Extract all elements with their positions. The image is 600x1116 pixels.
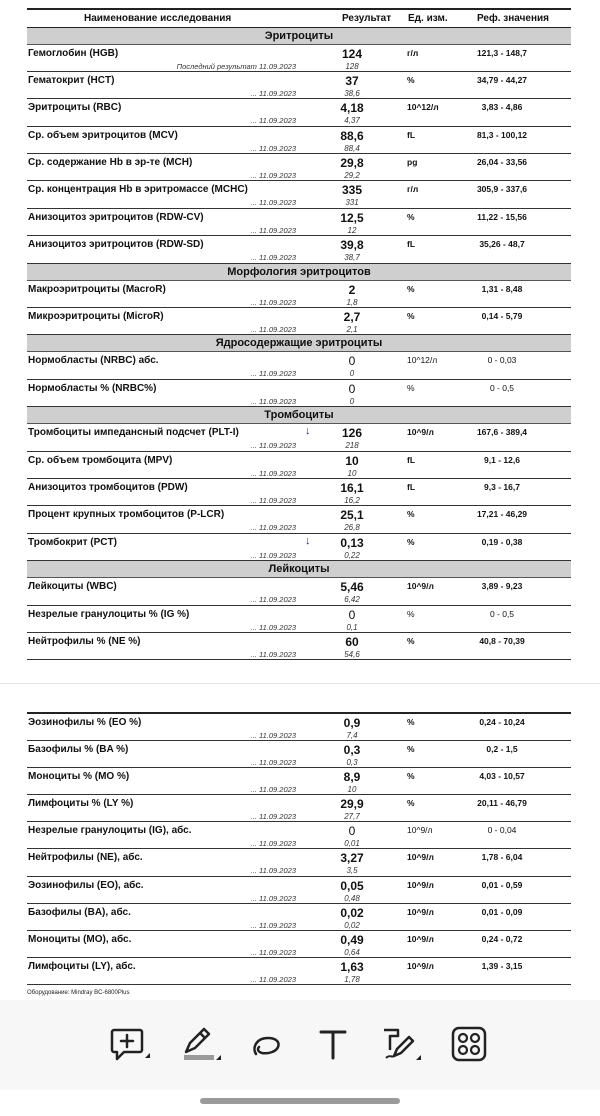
table-row <box>27 877 571 904</box>
test-name: Эозинофилы % (EO %) <box>28 716 142 728</box>
test-name: Тромбоциты импедансный подсчет (PLT-I) <box>28 427 239 439</box>
reference-range: 121,3 - 148,7 <box>476 47 528 58</box>
previous-result-value: 0,48 <box>344 893 360 903</box>
highlight-pen-button[interactable] <box>178 1022 222 1066</box>
unit-label: 10^9/л <box>407 581 434 592</box>
unit-label: fL <box>407 481 416 492</box>
table-row <box>27 931 571 958</box>
previous-result-value: 0,3 <box>346 757 358 767</box>
previous-result-date: ... 11.09.2023 <box>250 550 296 560</box>
reference-range: 1,39 - 3,15 <box>481 961 523 972</box>
unit-label: % <box>407 311 415 322</box>
previous-result-value: 10 <box>347 468 357 478</box>
previous-result-date: ... 11.09.2023 <box>250 253 296 263</box>
reference-range: 305,9 - 337,6 <box>476 184 528 195</box>
previous-result-value: 6,42 <box>344 595 360 605</box>
previous-result-value: 0,01 <box>344 839 360 849</box>
section-header: Ядросодержащие эритроциты <box>27 335 571 352</box>
previous-result-date: ... 11.09.2023 <box>250 595 296 605</box>
previous-result-date: ... 11.09.2023 <box>250 225 296 235</box>
result-value: 335 <box>341 183 363 198</box>
table-row <box>27 904 571 931</box>
previous-result-value: 4,37 <box>344 116 360 126</box>
unit-label: 10^12/л <box>407 355 438 366</box>
table-row <box>27 281 571 308</box>
results-table-1 <box>27 28 571 661</box>
add-comment-icon <box>108 1024 152 1064</box>
previous-result-date: ... 11.09.2023 <box>250 622 296 632</box>
previous-result-date: ... 11.09.2023 <box>250 784 296 794</box>
reference-range: 167,6 - 389,4 <box>476 427 528 438</box>
test-name: Незрелые гранулоциты % (IG %) <box>28 608 190 620</box>
previous-result-value: 12 <box>347 225 357 235</box>
previous-result-value: 54,6 <box>344 649 360 659</box>
section-header: Тромбоциты <box>27 407 571 424</box>
previous-result-date: ... 11.09.2023 <box>250 143 296 153</box>
unit-label: г/л <box>407 184 419 195</box>
section-header: Лейкоциты <box>27 561 571 578</box>
previous-result-value: 218 <box>345 441 359 451</box>
unit-label: fL <box>407 129 416 140</box>
test-name: Гемоглобин (HGB) <box>28 47 119 59</box>
table-row <box>27 741 571 768</box>
result-value: 39,8 <box>340 238 364 253</box>
table-row <box>27 236 571 263</box>
result-value: 16,1 <box>340 480 364 495</box>
table-row <box>27 633 571 660</box>
previous-result-value: 0 <box>349 369 355 379</box>
result-value: 88,6 <box>340 128 364 143</box>
previous-result-date: ... 11.09.2023 <box>250 730 296 740</box>
table-row <box>27 209 571 236</box>
result-value: 0,05 <box>340 878 364 893</box>
reference-range: 9,1 - 12,6 <box>484 454 520 465</box>
previous-result-value: 7,4 <box>346 730 358 740</box>
reference-range: 0,24 - 0,72 <box>481 934 523 944</box>
result-value: 2,7 <box>343 310 361 325</box>
previous-result-value: 27,7 <box>344 812 360 822</box>
previous-result-date: ... 11.09.2023 <box>250 948 296 957</box>
header-name: Наименование исследования <box>84 12 232 24</box>
test-name: Эозинофилы (EO), абс. <box>28 879 144 891</box>
unit-label: 10^9/л <box>407 906 434 917</box>
previous-result-date: ... 11.09.2023 <box>250 893 296 903</box>
unit-label: г/л <box>407 47 419 58</box>
previous-result-value: 3,5 <box>346 866 358 876</box>
result-value: 124 <box>341 46 363 61</box>
previous-result-value: 0,02 <box>344 920 360 930</box>
reference-range: 0,2 - 1,5 <box>486 743 518 754</box>
reference-range: 3,83 - 4,86 <box>481 102 523 113</box>
unit-label: 10^9/л <box>407 934 434 944</box>
test-name: Базофилы (BA), абс. <box>28 906 131 918</box>
previous-result-value: 88,4 <box>344 143 360 153</box>
table-header <box>27 10 571 28</box>
table-row <box>27 352 571 379</box>
previous-result-date: ... 11.09.2023 <box>250 325 296 335</box>
result-value: 0 <box>348 607 356 622</box>
test-name: Ср. концентрация Hb в эритромассе (MCHC) <box>28 184 248 196</box>
unit-label: % <box>407 211 415 222</box>
unit-label: pg <box>407 157 418 168</box>
unit-label: 10^9/л <box>407 427 434 438</box>
table-row <box>27 578 571 605</box>
table-row <box>27 424 571 451</box>
signature-button[interactable] <box>378 1022 422 1066</box>
test-name: Нейтрофилы % (NE %) <box>28 635 141 647</box>
result-value: 0,9 <box>343 715 361 730</box>
table-row <box>27 72 571 99</box>
test-name: Ср. содержание Hb в эр-те (MCH) <box>28 157 193 169</box>
reference-range: 1,78 - 6,04 <box>481 852 523 863</box>
result-value: 0,02 <box>340 905 364 920</box>
section-header: Эритроциты <box>27 28 571 45</box>
result-value: 37 <box>345 73 359 88</box>
test-name: Нормобласты (NRBC) абс. <box>28 355 159 367</box>
reference-range: 0 - 0,5 <box>489 382 515 393</box>
equipment-note: Оборудование: Mindray BC-6800Plus <box>27 990 130 997</box>
previous-result-value: 2,1 <box>346 325 358 335</box>
reference-range: 0,24 - 10,24 <box>479 716 525 727</box>
test-name: Анизоцитоз эритроцитов (RDW-SD) <box>28 239 204 251</box>
unit-label: 10^9/л <box>407 852 434 863</box>
table-row <box>27 768 571 795</box>
header-ref: Реф. значения <box>477 12 550 24</box>
result-value: 2 <box>348 282 356 297</box>
test-name: Тромбокрит (PCT) <box>28 536 117 548</box>
reference-range: 0 - 0,03 <box>487 355 517 366</box>
test-name: Нейтрофилы (NE), абс. <box>28 852 143 864</box>
reference-range: 1,31 - 8,48 <box>481 283 523 294</box>
test-name: Ср. объем тромбоцита (MPV) <box>28 454 173 466</box>
table-row <box>27 606 571 633</box>
previous-result-date: ... 11.09.2023 <box>250 441 296 451</box>
previous-result-date: ... 11.09.2023 <box>250 468 296 478</box>
test-name: Нормобласты % (NRBC%) <box>28 382 157 394</box>
table-row <box>27 181 571 208</box>
test-name: Моноциты (MO), абс. <box>28 934 132 945</box>
unit-label: % <box>407 635 415 646</box>
result-value: 8,9 <box>343 769 361 784</box>
result-value: 29,8 <box>340 156 364 171</box>
more-grid-icon <box>447 1024 491 1064</box>
table-row <box>27 99 571 126</box>
previous-result-date: ... 11.09.2023 <box>250 757 296 767</box>
table-row <box>27 308 571 335</box>
low-flag-arrow-icon: ↓ <box>305 534 311 547</box>
reference-range: 20,11 - 46,79 <box>477 798 527 809</box>
previous-result-date: ... 11.09.2023 <box>250 812 296 822</box>
table-row <box>27 795 571 822</box>
previous-result-date: ... 11.09.2023 <box>250 975 296 985</box>
previous-result-value: 0,1 <box>346 622 358 632</box>
previous-result-date: ... 11.09.2023 <box>250 866 296 876</box>
table-row <box>27 45 571 72</box>
lasso-icon <box>244 1024 288 1064</box>
reference-range: 0 - 0,5 <box>489 608 515 619</box>
reference-range: 0,19 - 0,38 <box>481 536 523 547</box>
result-value: 0 <box>348 354 356 369</box>
test-name: Ср. объем эритроцитов (MCV) <box>28 129 178 141</box>
lasso-button[interactable] <box>244 1022 288 1066</box>
unit-label: % <box>407 382 415 393</box>
test-name: Гематокрит (HCT) <box>28 74 115 86</box>
unit-label: % <box>407 743 415 754</box>
test-name: Микроэритроциты (MicroR) <box>28 311 164 323</box>
signature-icon <box>378 1024 422 1064</box>
test-name: Лимфоциты (LY), абс. <box>28 961 136 973</box>
previous-result-date: ... 11.09.2023 <box>250 649 296 659</box>
test-name: Процент крупных тромбоцитов (P-LCR) <box>28 509 225 521</box>
result-value: 29,9 <box>340 797 364 812</box>
previous-result-value: 0,22 <box>344 550 360 560</box>
reference-range: 40,8 - 70,39 <box>479 635 525 646</box>
unit-label: 10^12/л <box>407 102 439 113</box>
result-value: 0,3 <box>343 742 361 757</box>
result-value: 5,46 <box>340 580 364 595</box>
reference-range: 26,04 - 33,56 <box>476 157 528 168</box>
previous-result-value: 0,64 <box>344 948 360 957</box>
previous-result-value: 1,78 <box>344 975 360 985</box>
unit-label: % <box>407 509 415 520</box>
reference-range: 0,14 - 5,79 <box>481 311 523 322</box>
table-row <box>27 127 571 154</box>
previous-result-date: ... 11.09.2023 <box>250 495 296 505</box>
report-page-2 <box>27 712 571 996</box>
test-name: Незрелые гранулоциты (IG), абс. <box>28 825 192 837</box>
table-row <box>27 506 571 533</box>
previous-result-date: ... 11.09.2023 <box>250 297 296 307</box>
reference-range: 3,89 - 9,23 <box>481 581 523 592</box>
unit-label: % <box>407 536 415 547</box>
unit-label: % <box>407 283 415 294</box>
reference-range: 11,22 - 15,56 <box>477 211 527 222</box>
previous-result-date: ... 11.09.2023 <box>250 396 296 406</box>
result-value: 10 <box>345 453 359 468</box>
test-name: Моноциты % (MO %) <box>28 770 130 782</box>
text-tool-button[interactable] <box>311 1022 355 1066</box>
previous-result-date: ... 11.09.2023 <box>250 523 296 533</box>
result-value: 3,27 <box>340 851 364 866</box>
test-name: Макроэритроциты (MacroR) <box>28 283 166 295</box>
table-row <box>27 154 571 181</box>
reference-range: 4,03 - 10,57 <box>479 770 525 781</box>
unit-label: 10^9/л <box>407 961 434 972</box>
result-value: 126 <box>341 426 363 441</box>
unit-label: 10^9/л <box>407 879 434 890</box>
previous-result-value: 26,8 <box>344 523 360 533</box>
add-comment-button[interactable] <box>108 1022 152 1066</box>
previous-result-value: 38,6 <box>344 88 360 98</box>
result-value: 0,49 <box>340 933 364 947</box>
table-row <box>27 380 571 407</box>
test-name: Анизоцитоз эритроцитов (RDW-CV) <box>28 211 204 223</box>
previous-result-date: ... 11.09.2023 <box>250 920 296 930</box>
highlight-pen-icon <box>178 1024 222 1064</box>
reference-range: 0 - 0,04 <box>487 825 517 836</box>
table-row <box>27 958 571 985</box>
previous-result-date: ... 11.09.2023 <box>250 88 296 98</box>
previous-result-date: ... 11.09.2023 <box>250 839 296 849</box>
result-value: 12,5 <box>340 210 364 225</box>
previous-result-date: ... 11.09.2023 <box>250 116 296 126</box>
table-row <box>27 534 571 561</box>
report-page-1 <box>27 8 571 660</box>
header-unit: Ед. изм. <box>408 12 448 24</box>
previous-result-date: Последний результат 11.09.2023 <box>176 61 296 71</box>
unit-label: fL <box>407 239 416 250</box>
section-header: Морфология эритроцитов <box>27 264 571 281</box>
low-flag-arrow-icon: ↓ <box>305 425 311 438</box>
more-tools-button[interactable] <box>447 1022 491 1066</box>
reference-range: 0,01 - 0,09 <box>481 906 523 917</box>
unit-label: % <box>407 716 415 727</box>
unit-label: fL <box>407 454 416 465</box>
result-value: 60 <box>345 634 359 649</box>
test-name: Лимфоциты % (LY %) <box>28 798 134 810</box>
test-name: Лейкоциты (WBC) <box>28 581 117 593</box>
reference-range: 35,26 - 48,7 <box>479 239 525 250</box>
table-row <box>27 822 571 849</box>
test-name: Эритроциты (RBC) <box>28 102 122 114</box>
previous-result-date: ... 11.09.2023 <box>250 198 296 208</box>
annotation-toolbar <box>0 1000 600 1090</box>
result-value: 25,1 <box>340 508 364 523</box>
header-result: Результат <box>342 12 392 24</box>
result-value: 0 <box>348 381 356 396</box>
unit-label: % <box>407 798 415 809</box>
previous-result-value: 128 <box>345 61 359 71</box>
table-row <box>27 714 571 741</box>
table-row <box>27 849 571 876</box>
results-table-2 <box>27 714 571 986</box>
unit-label: 10^9/л <box>407 825 433 836</box>
result-value: 4,18 <box>340 101 364 116</box>
page-separator <box>0 683 600 684</box>
result-value: 0,13 <box>340 535 364 550</box>
reference-range: 17,21 - 46,29 <box>476 509 528 520</box>
text-icon <box>311 1024 355 1064</box>
table-row <box>27 452 571 479</box>
home-indicator[interactable] <box>200 1098 400 1104</box>
test-name: Анизоцитоз тромбоцитов (PDW) <box>28 481 188 493</box>
reference-range: 9,3 - 16,7 <box>484 481 520 492</box>
previous-result-value: 38,7 <box>344 253 360 263</box>
previous-result-value: 0 <box>349 396 355 406</box>
reference-range: 34,79 - 44,27 <box>476 74 528 85</box>
test-name: Базофилы % (BA %) <box>28 743 129 755</box>
unit-label: % <box>407 74 415 85</box>
unit-label: % <box>407 770 415 781</box>
previous-result-value: 29,2 <box>344 171 360 181</box>
previous-result-value: 10 <box>347 784 357 794</box>
previous-result-value: 331 <box>345 198 359 208</box>
reference-range: 81,3 - 100,12 <box>476 129 528 140</box>
previous-result-value: 16,2 <box>344 495 360 505</box>
table-row <box>27 479 571 506</box>
result-value: 1,63 <box>340 960 364 975</box>
reference-range: 0,01 - 0,59 <box>481 879 523 890</box>
previous-result-date: ... 11.09.2023 <box>250 369 296 379</box>
previous-result-date: ... 11.09.2023 <box>250 171 296 181</box>
result-value: 0 <box>348 824 356 839</box>
unit-label: % <box>407 608 415 619</box>
previous-result-value: 1,8 <box>346 297 358 307</box>
